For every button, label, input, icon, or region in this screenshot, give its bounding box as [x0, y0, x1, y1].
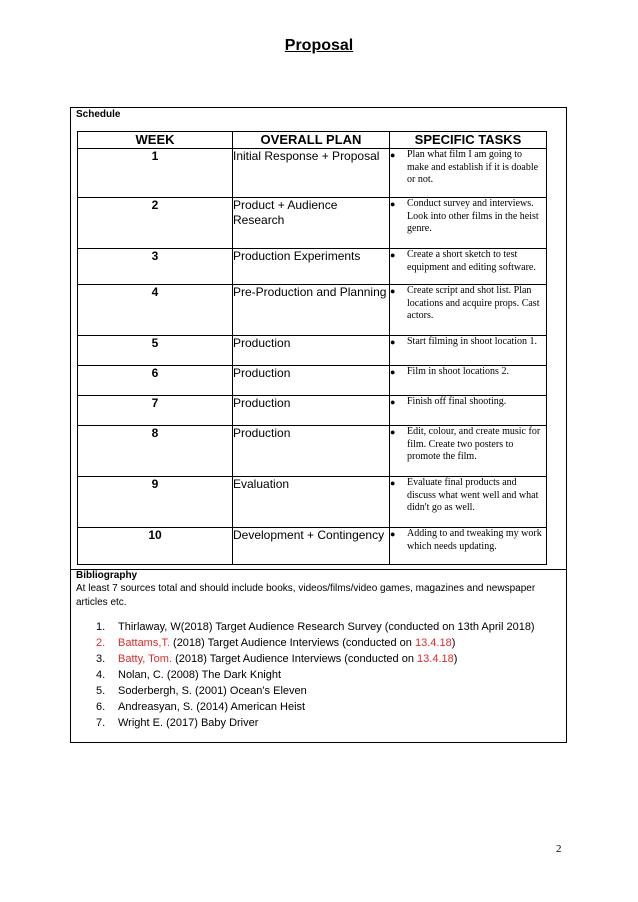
- list-number: 6.: [96, 701, 106, 713]
- bullet-icon: ●: [390, 199, 396, 209]
- reference-text: [118, 699, 305, 715]
- list-item: [96, 619, 551, 635]
- reference-part: Batty, Tom.: [118, 653, 173, 665]
- task-text: Adding to and tweaking my work which needs updating.: [407, 528, 542, 552]
- plan-cell: Development + Contingency: [233, 528, 390, 565]
- list-item: [96, 715, 551, 731]
- week-cell: 1: [78, 149, 233, 198]
- table-row: [78, 477, 547, 528]
- reference-part: 13.4.18: [417, 653, 454, 665]
- week-cell: 6: [78, 366, 233, 396]
- list-item: [96, 683, 551, 699]
- plan-cell: Product + Audience Research: [233, 198, 390, 249]
- header-specific-tasks: SPECIFIC TASKS: [390, 132, 547, 149]
- task-cell: [390, 477, 547, 528]
- bibliography-label: Bibliography: [76, 570, 138, 581]
- list-number: 3.: [96, 653, 106, 665]
- reference-part: Andreasyan, S. (2014) American Heist: [118, 701, 306, 713]
- plan-cell: Production Experiments: [233, 249, 390, 285]
- header-week: WEEK: [78, 132, 233, 149]
- reference-part: Battams,T.: [118, 637, 170, 649]
- table-row: [78, 336, 547, 366]
- task-text: Edit, colour, and create music for film. Create two posters to promote the film.: [407, 426, 541, 462]
- plan-cell: Production: [233, 426, 390, 477]
- bullet-icon: ●: [390, 478, 396, 488]
- reference-text: [118, 635, 455, 651]
- list-number: 1.: [96, 621, 106, 633]
- task-text: Create script and shot list. Plan locations and acquire props. Cast actors.: [407, 285, 540, 321]
- plan-cell: Production: [233, 396, 390, 426]
- header-overall-plan: OVERALL PLAN: [233, 132, 390, 149]
- list-item: [96, 635, 551, 651]
- plan-cell: Evaluation: [233, 477, 390, 528]
- reference-part: ): [453, 653, 458, 665]
- week-cell: 9: [78, 477, 233, 528]
- reference-part: Wright E. (2017) Baby Driver: [118, 717, 259, 729]
- plan-cell: Initial Response + Proposal: [233, 149, 390, 198]
- task-cell: [390, 198, 547, 249]
- bibliography-list: [96, 619, 551, 731]
- bullet-icon: ●: [390, 337, 396, 347]
- reference-part: (2018) Target Audience Interviews (conducted on: [172, 653, 418, 665]
- task-text: Plan what film I am going to make and establish if it is doable or not.: [407, 149, 539, 185]
- table-row: [78, 366, 547, 396]
- schedule-label: Schedule: [76, 109, 121, 120]
- task-cell: [390, 249, 547, 285]
- bullet-icon: ●: [390, 150, 396, 160]
- reference-text: [118, 651, 457, 667]
- schedule-table: [77, 131, 547, 565]
- list-item: [96, 667, 551, 683]
- page-number: 2: [556, 843, 562, 855]
- bullet-icon: ●: [390, 427, 396, 437]
- list-number: 2.: [96, 637, 106, 649]
- reference-part: 13.4.18: [414, 637, 452, 649]
- plan-cell: Production: [233, 366, 390, 396]
- task-cell: [390, 285, 547, 336]
- week-cell: 3: [78, 249, 233, 285]
- week-cell: 2: [78, 198, 233, 249]
- list-item: [96, 699, 551, 715]
- reference-part: Soderbergh, S. (2001) Ocean’s Eleven: [118, 685, 307, 697]
- table-row: [78, 149, 547, 198]
- table-row: [78, 198, 547, 249]
- bullet-icon: ●: [390, 397, 396, 407]
- table-row: [78, 249, 547, 285]
- bullet-icon: ●: [390, 529, 396, 539]
- task-text: Conduct survey and interviews. Look into other films in the heist genre.: [407, 198, 539, 234]
- task-cell: [390, 149, 547, 198]
- plan-cell: Production: [233, 336, 390, 366]
- table-row: [78, 285, 547, 336]
- task-cell: [390, 426, 547, 477]
- task-cell: [390, 528, 547, 565]
- table-row: [78, 528, 547, 565]
- list-number: 5.: [96, 685, 106, 697]
- week-cell: 7: [78, 396, 233, 426]
- reference-text: [118, 683, 307, 699]
- task-text: Film in shoot locations 2.: [407, 366, 509, 377]
- table-row: [78, 396, 547, 426]
- week-cell: 4: [78, 285, 233, 336]
- bullet-icon: ●: [390, 250, 396, 260]
- reference-text: [118, 667, 281, 683]
- task-cell: [390, 336, 547, 366]
- list-number: 4.: [96, 669, 106, 681]
- week-cell: 8: [78, 426, 233, 477]
- bibliography-intro: At least 7 sources total and should include books, videos/films/video games, magazines and newspaper articles etc.: [76, 583, 536, 608]
- bullet-icon: ●: [390, 286, 396, 296]
- reference-part: (2018) Target Audience Interviews (conducted on: [169, 637, 415, 649]
- task-cell: [390, 366, 547, 396]
- task-text: Start filming in shoot location 1.: [407, 336, 537, 347]
- week-cell: 10: [78, 528, 233, 565]
- list-number: 7.: [96, 717, 106, 729]
- task-cell: [390, 396, 547, 426]
- page-title: Proposal: [284, 37, 354, 54]
- task-text: Evaluate final products and discuss what went well and what didn't go as well.: [407, 477, 539, 513]
- reference-part: Thirlaway, W(2018) Target Audience Research Survey (conducted on 13th April 2018): [118, 621, 535, 633]
- reference-part: Nolan, C. (2008) The Dark Knight: [118, 669, 282, 681]
- plan-cell: Pre-Production and Planning: [233, 285, 390, 336]
- reference-text: [118, 619, 535, 635]
- reference-text: [118, 715, 258, 731]
- task-text: Create a short sketch to test equipment and editing software.: [407, 249, 536, 273]
- bullet-icon: ●: [390, 367, 396, 377]
- list-item: [96, 651, 551, 667]
- table-header-row: [78, 132, 547, 149]
- task-text: Finish off final shooting.: [407, 396, 507, 407]
- table-row: [78, 426, 547, 477]
- reference-part: ): [451, 637, 456, 649]
- week-cell: 5: [78, 336, 233, 366]
- section-divider: [70, 569, 567, 570]
